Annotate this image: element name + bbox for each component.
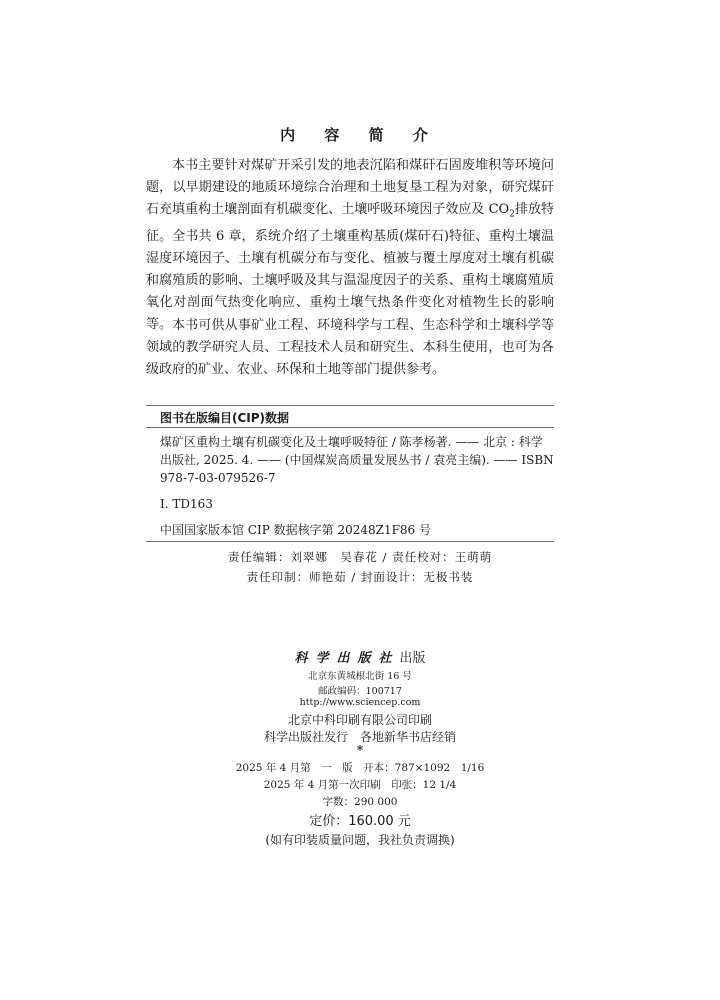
summary-paragraph-1 (146, 155, 554, 336)
edition-line: 2025 年 4 月第 一 版 开本：787×1092 1/16 (235, 762, 485, 774)
cip-classification: Ⅰ. TD163 (160, 497, 213, 511)
publisher-name-suffix: 出版 (399, 651, 426, 666)
printing-line: 2025 年 4 月第一次印刷 印张：12 1/4 (263, 779, 457, 791)
summary-paragraph-2: 本书可供从事矿业工程、环境科学与工程、生态科学和土壤科学等领域的教学研究人员、工程技术人员和研究生、本科生使用，也可为各级政府的矿业、农业、环保和土地等部门提供参考。 (146, 318, 554, 377)
printer-line: 北京中科印刷有限公司印刷 (287, 713, 432, 727)
cip-record-number: 中国国家版本馆 CIP 数据核字第 20248Z1F86 号 (160, 523, 431, 537)
publisher-url: http://www.sciencep.com (299, 697, 421, 708)
publisher-postcode: 邮政编码：100717 (318, 686, 402, 697)
distribution-line: 科学出版社发行 各地新华书店经销 (263, 730, 456, 744)
separator-star: * (356, 743, 364, 757)
production-credits: 责任印制：师艳茹 / 封面设计：无极书装 (246, 570, 474, 584)
publisher-name (0, 647, 720, 666)
quality-notice: (如有印装质量问题，我社负责调换) (265, 833, 455, 847)
cip-bottom-rule (146, 541, 554, 542)
word-count: 字数：290 000 (322, 796, 398, 808)
summary-title: 内 容 简 介 (280, 126, 440, 144)
summary-paragraph-1-part-a: 本书主要针对煤矿开采引发的地表沉陷和煤矸石固废堆积等环境问题，以早期建设的地质环境综合治理和土地复垦工程为对象，研究煤矸石充填重构土壤剖面有机碳变化、土壤呼吸环境因子效应及 CO (146, 158, 554, 217)
cip-top-rule (146, 405, 554, 406)
editor-credits: 责任编辑：刘翠娜 吴春花 / 责任校对：王萌萌 (227, 550, 493, 564)
publisher-logo-text: 科学出版社 (294, 651, 400, 666)
cip-heading: 图书在版编目(CIP)数据 (160, 411, 290, 425)
cip-entry: 煤矿区重构土壤有机碳变化及土壤呼吸特征 / 陈孝杨著. —— 北京 : 科学出版社, 2025. 4. —— (中国煤炭高质量发展丛书 / 袁亮主编). —— ISBN 978-7-03-079526-7 (160, 435, 554, 485)
publisher-address: 北京东黄城根北街 16 号 (308, 671, 412, 682)
co2-subscript: 2 (509, 209, 515, 220)
summary-paragraph-1-part-b: 排放特征。全书共 6 章，系统介绍了土壤重构基质(煤矸石)特征、重构土壤温湿度环境因子、土壤有机碳分布与变化、植被与覆土厚度对土壤有机碳和腐殖质的影响、土壤呼吸及其与温湿度因子的关系、重构土壤腐殖质氧化对剖面气热变化响应、重构土壤气热条件变化对植物生长的影响等。 (146, 202, 554, 332)
price: 定价：160.00 元 (309, 814, 411, 829)
cip-heading-rule (146, 427, 554, 428)
